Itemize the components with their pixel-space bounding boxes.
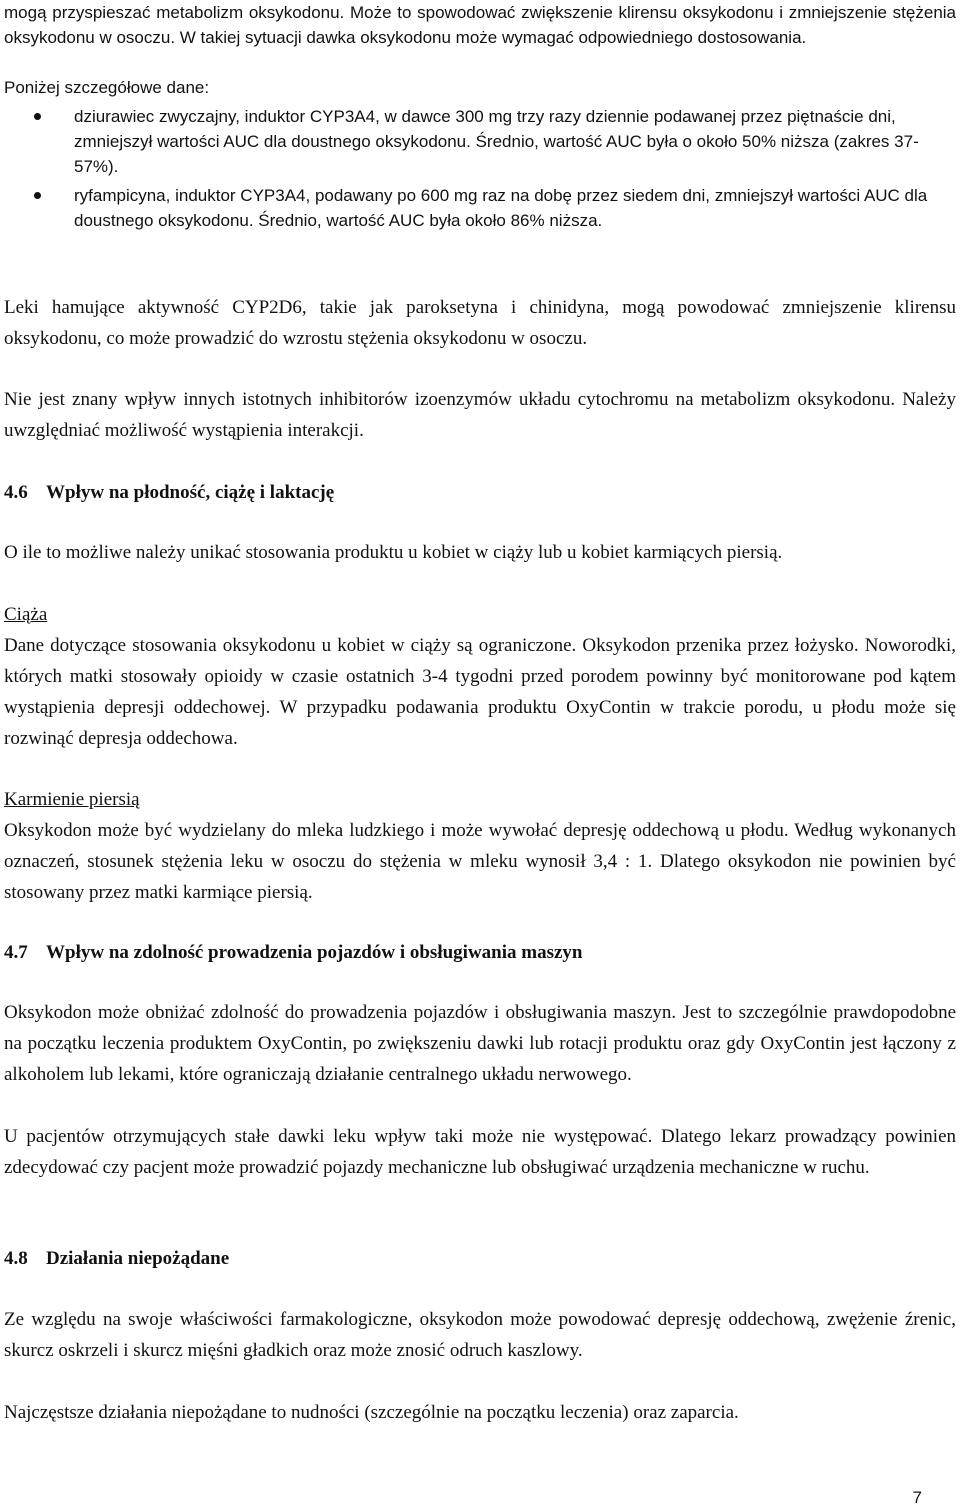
section-heading-4-8: [4, 1246, 229, 1272]
section-title: Wpływ na zdolność prowadzenia pojazdów i obsługiwania maszyn: [46, 942, 583, 963]
bullet-icon: [34, 192, 41, 199]
list-item: [34, 183, 956, 233]
details-lead: Poniżej szczegółowe dane:: [4, 78, 210, 97]
driving-paragraph-2: U pacjentów otrzymujących stałe dawki leku wpływ taki może nie występować. Dlatego lekarz prowadzący powinien zdecydować czy pacjent może prowadzić pojazdy mechaniczne lub obsługiwać urządzenia mechaniczne w ruchu.: [4, 1126, 956, 1178]
details-bullet-list: [34, 104, 956, 237]
adverse-effects-paragraph-1: Ze względu na swoje właściwości farmakologiczne, oksykodon może powodować depresję oddechową, zwężenie źrenic, skurcz oskrzeli i skurcz mięśni gładkich oraz może znosić odruch kaszlowy.: [4, 1309, 956, 1361]
intro-paragraph: mogą przyspieszać metabolizm oksykodonu. Może to spowodować zwiększenie klirensu oksykodonu i zmniejszenie stężenia oksykodonu w osoczu. W takiej sytuacji dawka oksykodonu może wymagać odpowiedniego dostosowania.: [4, 3, 956, 47]
pregnancy-heading-text: Ciąża: [4, 604, 48, 625]
section-heading-4-7: [4, 940, 582, 966]
section-number: 4.8: [4, 1248, 28, 1269]
adverse-effects-paragraph-2: Najczęstsze działania niepożądane to nudności (szczególnie na początku leczenia) oraz zaparcia.: [4, 1402, 739, 1423]
other-inhibitors-paragraph: Nie jest znany wpływ innych istotnych inhibitorów izoenzymów układu cytochromu na metabolizm oksykodonu. Należy uwzględniać możliwość wystąpienia interakcji.: [4, 389, 956, 441]
section-number: 4.6: [4, 482, 28, 503]
bullet-text: ryfampicyna, induktor CYP3A4, podawany po 600 mg raz na dobę przez siedem dni, zmniejszył wartości AUC dla doustnego oksykodonu. Średnio, wartość AUC była około 86% niższa.: [74, 186, 928, 230]
pregnancy-paragraph: Dane dotyczące stosowania oksykodonu u kobiet w ciąży są ograniczone. Oksykodon przenika przez łożysko. Noworodki, których matki stosowały opioidy w czasie ostatnich 3-4 tygodni przed porodem powinny być monitorowane pod kątem wystąpienia depresji oddechowej. W przypadku podawania produktu OxyContin w trakcie porodu, u płodu może się rozwinąć depresja oddechowa.: [4, 635, 956, 749]
section-title: Wpływ na płodność, ciążę i laktację: [46, 482, 335, 503]
breastfeeding-heading: [4, 784, 956, 815]
driving-paragraph-1: Oksykodon może obniżać zdolność do prowadzenia pojazdów i obsługiwania maszyn. Jest to szczególnie prawdopodobne na początku leczenia produktem OxyContin, po zwiększeniu dawki lub rotacji produktu oraz gdy OxyContin jest łączony z alkoholem lub lekami, które ograniczają działanie centralnego układu nerwowego.: [4, 1002, 956, 1085]
fertility-intro-paragraph: O ile to możliwe należy unikać stosowania produktu u kobiet w ciąży lub u kobiet karmiących piersią.: [4, 542, 783, 563]
breastfeeding-paragraph: Oksykodon może być wydzielany do mleka ludzkiego i może wywołać depresję oddechową u płodu. Według wykonanych oznaczeń, stosunek stężenia leku w osoczu do stężenia w mleku wynosił 3,4 : 1. Dlatego oksykodon nie powinien być stosowany przez matki karmiące piersią.: [4, 820, 956, 903]
section-heading-4-6: [4, 480, 334, 506]
breastfeeding-heading-text: Karmienie piersią: [4, 789, 140, 810]
section-title: Działania niepożądane: [46, 1248, 230, 1269]
section-number: 4.7: [4, 942, 28, 963]
cyp2d6-paragraph: Leki hamujące aktywność CYP2D6, takie jak paroksetyna i chinidyna, mogą powodować zmniejszenie klirensu oksykodonu, co może prowadzić do wzrostu stężenia oksykodonu w osoczu.: [4, 297, 956, 349]
page-number: 7: [912, 1488, 922, 1507]
pregnancy-heading: [4, 599, 956, 630]
bullet-icon: [34, 113, 41, 120]
bullet-text: dziurawiec zwyczajny, induktor CYP3A4, w dawce 300 mg trzy razy dziennie podawanej przez piętnaście dni, zmniejszył wartości AUC dla doustnego oksykodonu. Średnio, wartość AUC była o około 50% niższa (zakres 37-57%).: [74, 107, 919, 176]
list-item: [34, 104, 956, 179]
